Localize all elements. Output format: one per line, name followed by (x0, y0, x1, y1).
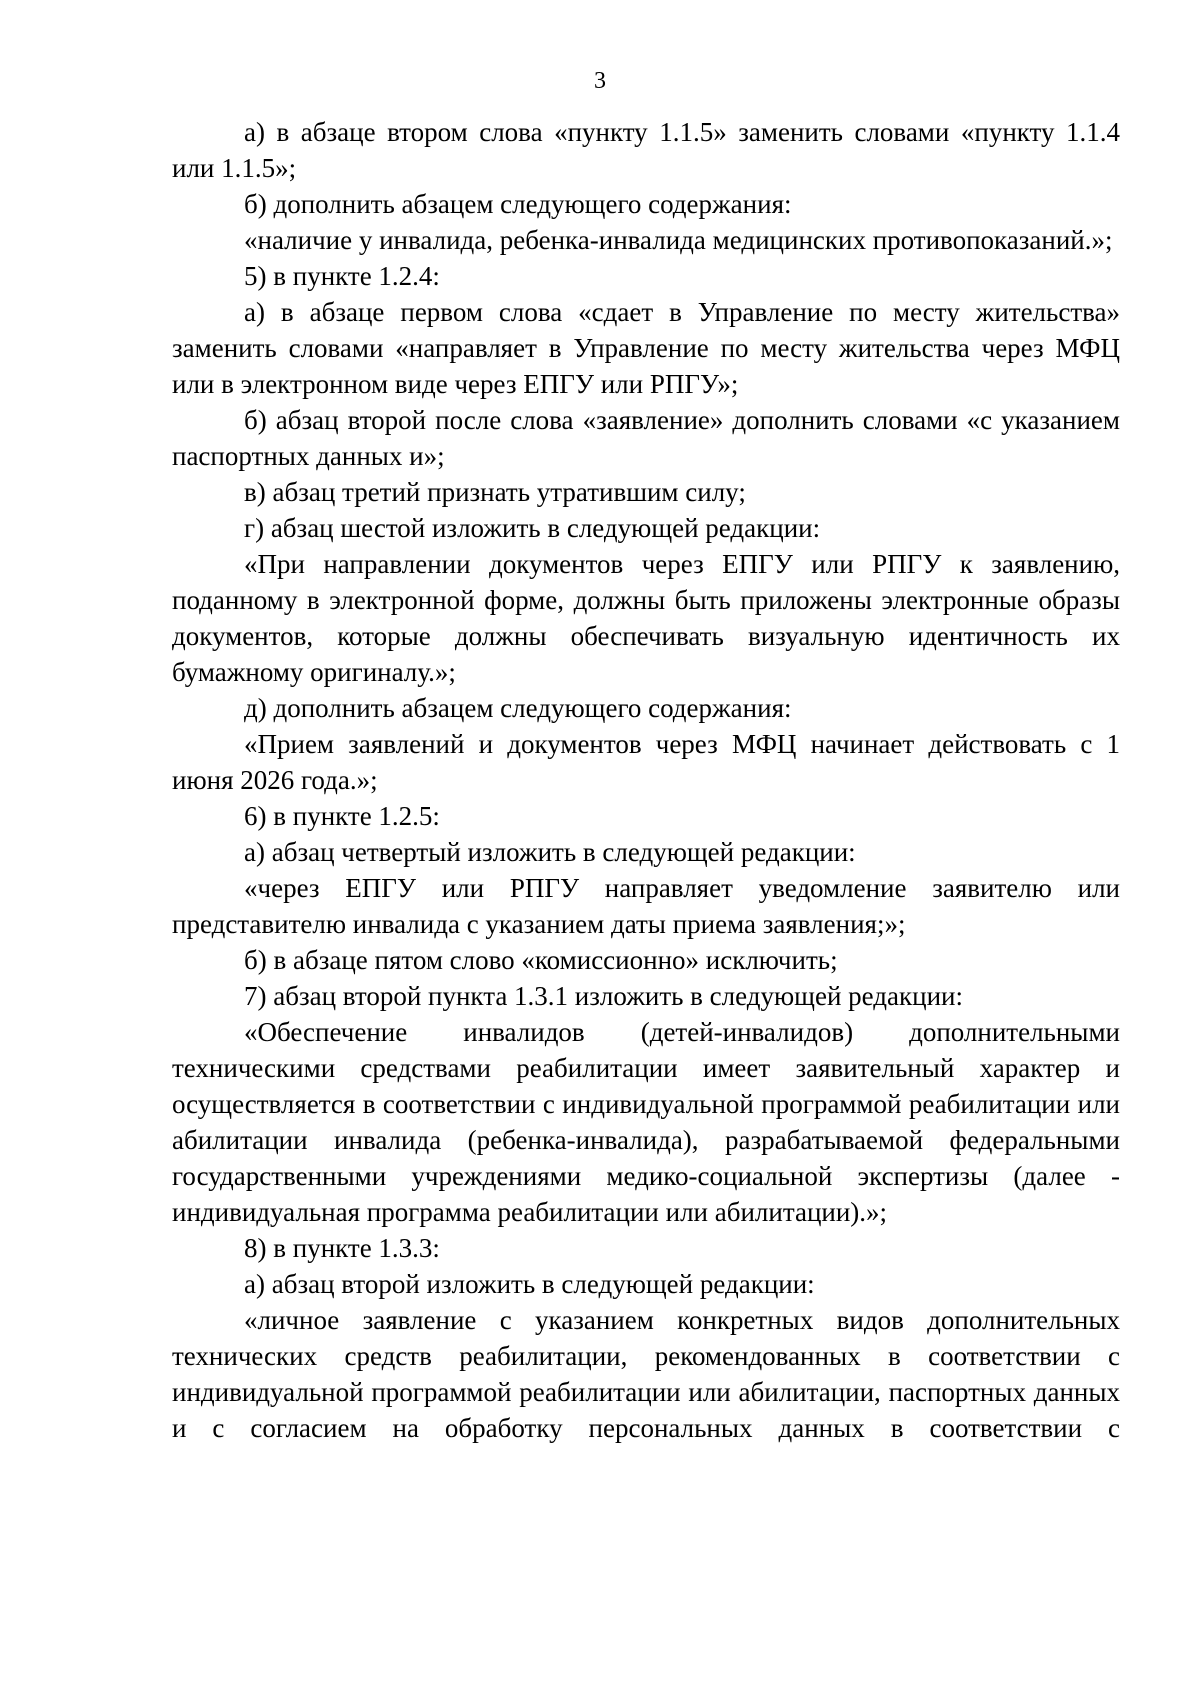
paragraph: «Обеспечение инвалидов (детей-инвалидов) дополнительными техническими средствами реабилитации имеет заявительный характер и осуществляется в соответствии с индивидуальной программой реабилитации или абилитации инвалида (ребенка-инвалида), разрабатываемой федеральными государственными учреждениями медико-социальной экспертизы (далее - индивидуальная программа реабилитации или абилитации).»; (172, 1017, 1120, 1227)
paragraph: в) абзац третий признать утратившим силу; (244, 477, 746, 507)
paragraph: 5) в пункте 1.2.4: (244, 261, 440, 291)
paragraph: «При направлении документов через ЕПГУ или РПГУ к заявлению, поданному в электронной форме, должны быть приложены электронные образы документов, которые должны обеспечивать визуальную идентичность их бумажному оригиналу.»; (172, 549, 1120, 687)
paragraph: 8) в пункте 1.3.3: (244, 1233, 440, 1263)
paragraph: б) дополнить абзацем следующего содержания: (244, 189, 792, 219)
paragraph: 7) абзац второй пункта 1.3.1 изложить в следующей редакции: (244, 981, 963, 1011)
paragraph: а) абзац четвертый изложить в следующей редакции: (244, 837, 856, 867)
page-number: 3 (594, 68, 606, 94)
paragraph: 6) в пункте 1.2.5: (244, 801, 440, 831)
paragraph: «наличие у инвалида, ребенка-инвалида медицинских противопоказаний.»; (244, 225, 1113, 255)
paragraph: б) абзац второй после слова «заявление» дополнить словами «с указанием паспортных данных и»; (172, 405, 1120, 471)
document-body (172, 114, 1120, 1446)
paragraph: а) в абзаце втором слова «пункту 1.1.5» заменить словами «пункту 1.1.4 или 1.1.5»; (172, 117, 1120, 183)
paragraph: «Прием заявлений и документов через МФЦ начинает действовать с 1 июня 2026 года.»; (172, 729, 1120, 795)
paragraph: г) абзац шестой изложить в следующей редакции: (244, 513, 821, 543)
paragraph: д) дополнить абзацем следующего содержания: (244, 693, 792, 723)
paragraph: «через ЕПГУ или РПГУ направляет уведомление заявителю или представителю инвалида с указанием даты приема заявления;»; (172, 873, 1120, 939)
paragraph: «личное заявление с указанием конкретных видов дополнительных технических средств реабилитации, рекомендованных в соответствии с индивидуальной программой реабилитации или абилитации, паспортных данных и с согласием на обработку персональных данных в соответствии с (172, 1305, 1120, 1443)
paragraph: а) в абзаце первом слова «сдает в Управление по месту жительства» заменить словами «направляет в Управление по месту жительства через МФЦ или в электронном виде через ЕПГУ или РПГУ»; (172, 297, 1120, 399)
paragraph: а) абзац второй изложить в следующей редакции: (244, 1269, 815, 1299)
paragraph: б) в абзаце пятом слово «комиссионно» исключить; (244, 945, 838, 975)
